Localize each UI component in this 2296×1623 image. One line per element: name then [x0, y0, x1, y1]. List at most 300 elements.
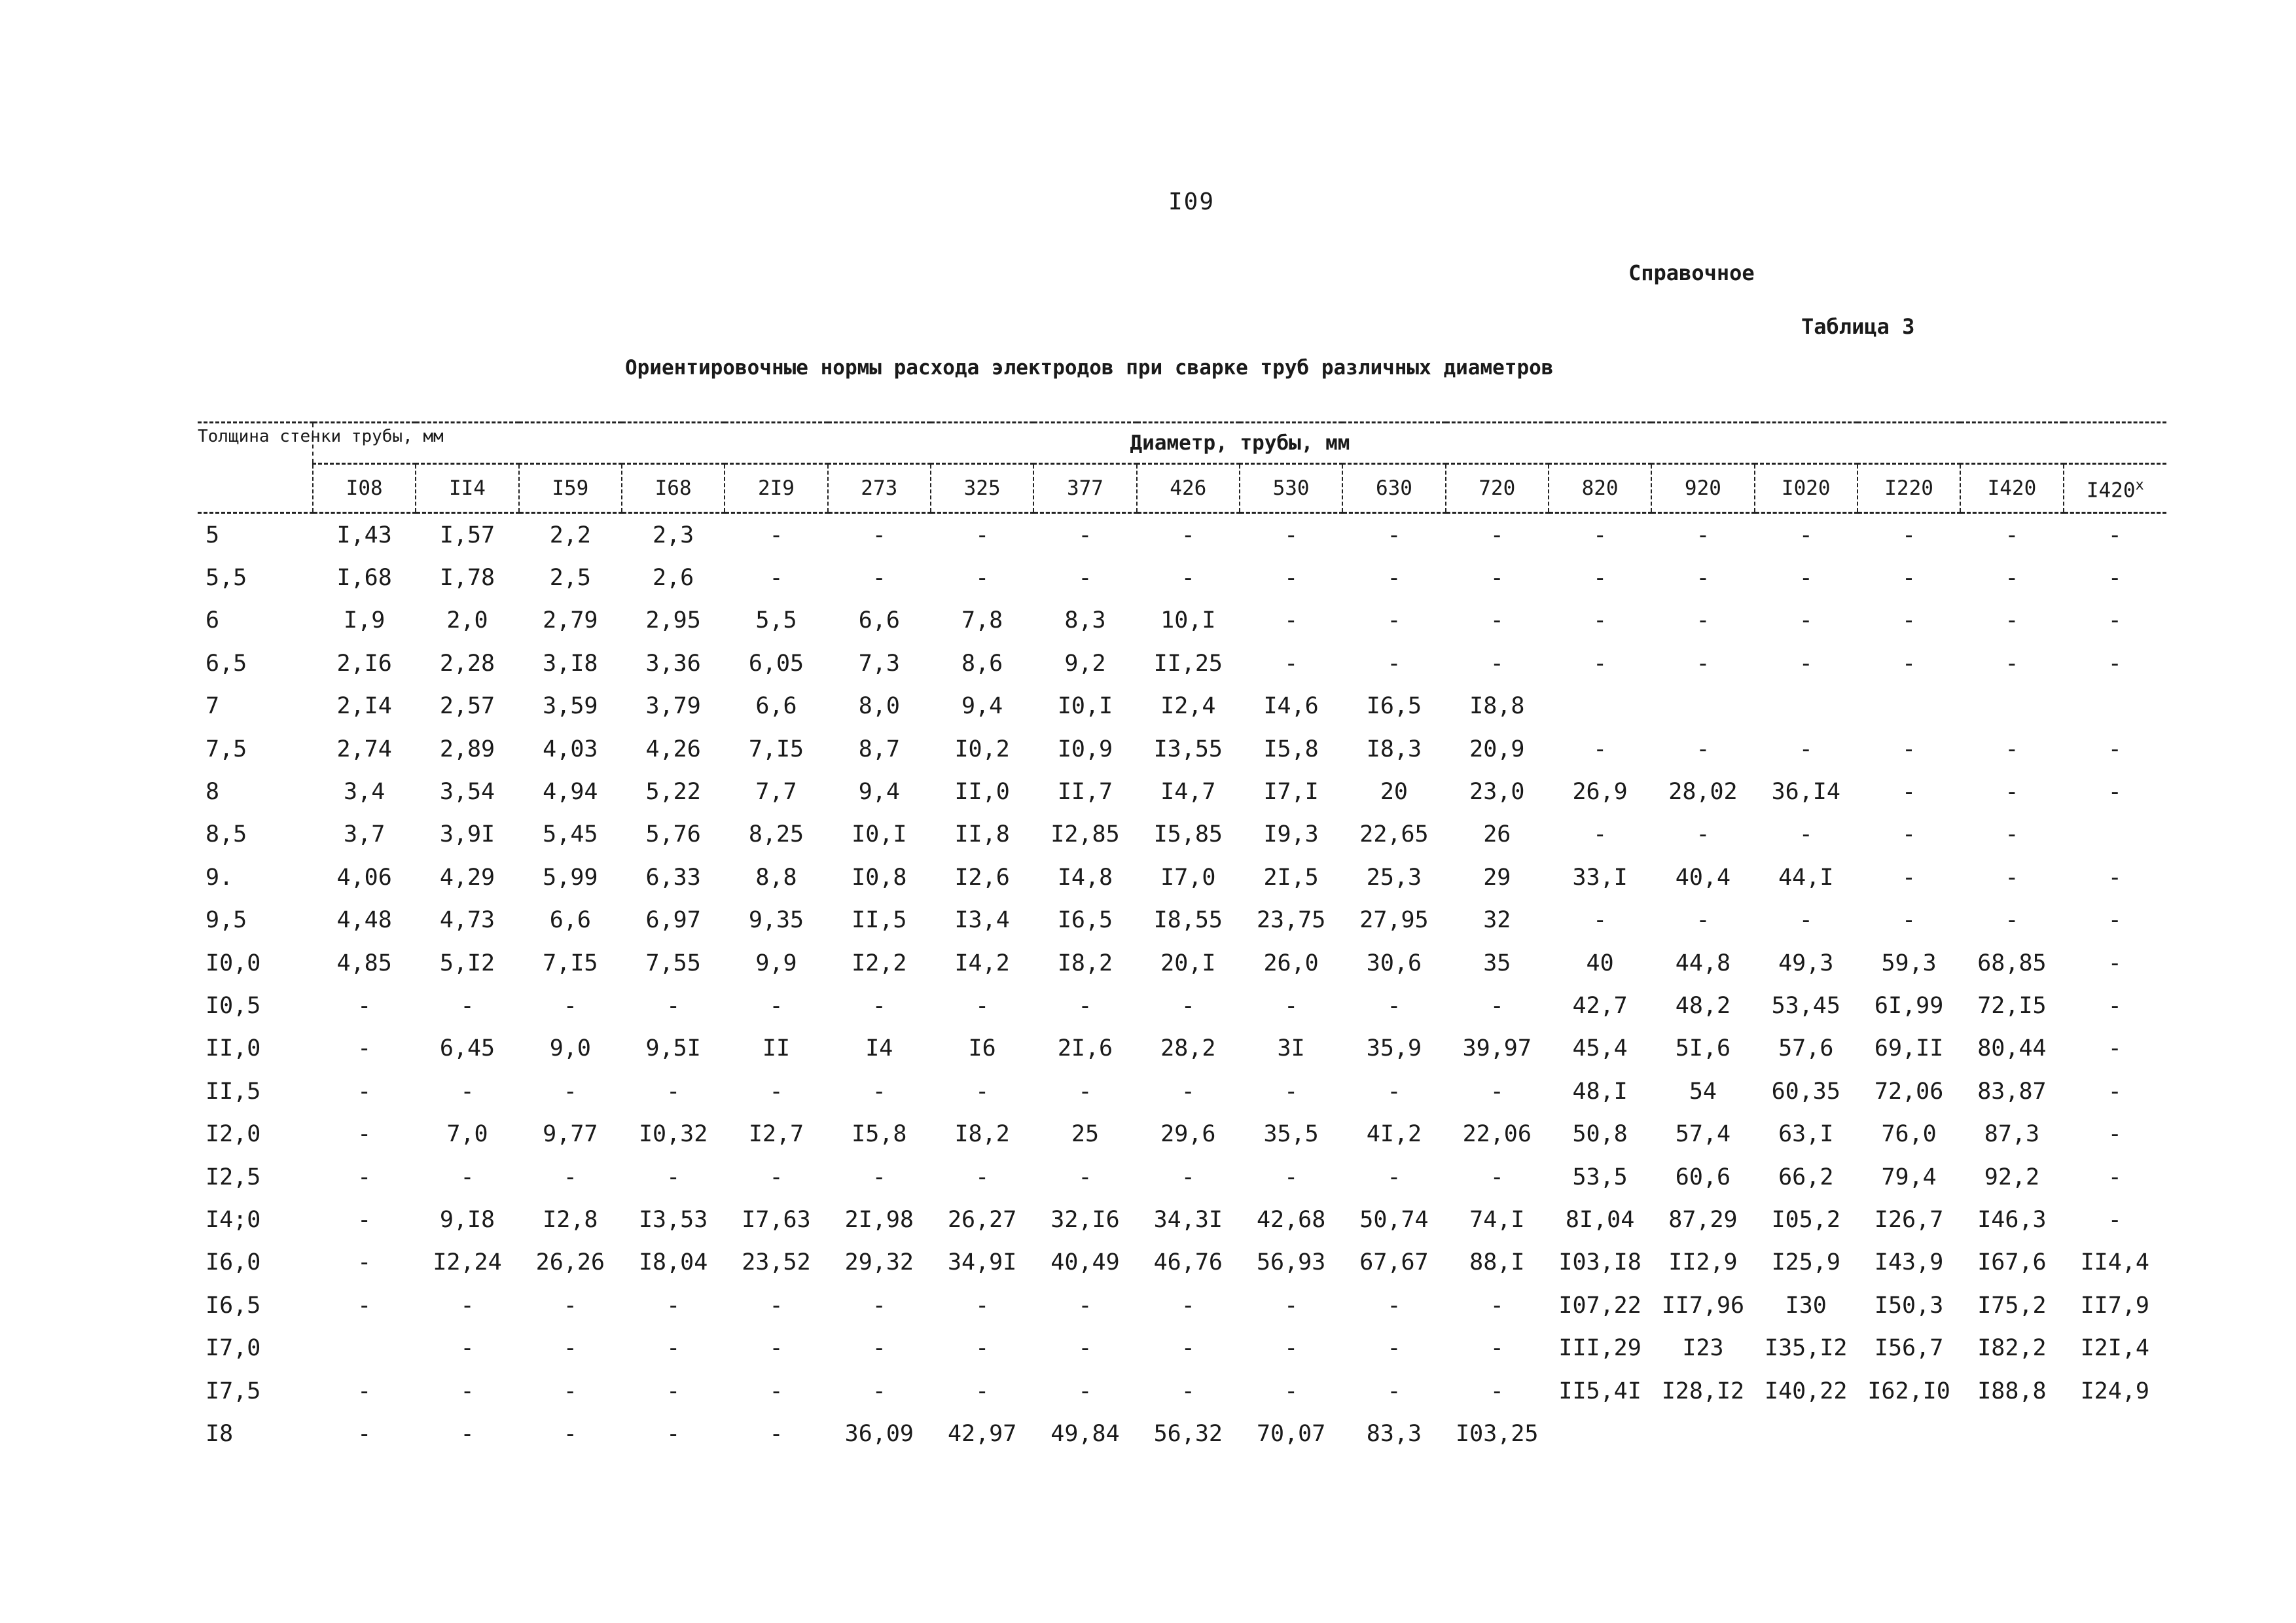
diameter-header-cell: I020	[1755, 464, 1857, 513]
norm-value-cell: 66,2	[1778, 1164, 1834, 1190]
norm-value-cell: 3,59	[543, 693, 598, 720]
table-row	[198, 856, 2166, 899]
norm-value-cell: 36,I4	[1771, 779, 1840, 806]
norm-value-cell: II,8	[954, 821, 1010, 848]
norm-value-cell: -	[1490, 565, 1504, 592]
norm-value-cell: 33,I	[1572, 864, 1628, 891]
norm-value-cell: -	[1078, 1378, 1092, 1404]
diameter-header-cell: II4	[416, 464, 518, 513]
norm-value-cell: -	[2005, 821, 2019, 848]
diameter-header-cell: 820	[1549, 464, 1651, 513]
norm-value-cell: I07,22	[1558, 1292, 1641, 1319]
norm-value-cell: II,7	[1057, 779, 1113, 806]
norm-value-cell: II,0	[954, 779, 1010, 806]
diameter-header-cell: 720	[1446, 464, 1549, 513]
norm-value-cell: 29	[1483, 864, 1511, 891]
norm-value-cell: -	[1902, 907, 1916, 934]
norm-value-cell: 10,I	[1160, 607, 1216, 634]
norm-value-cell: I56,7	[1874, 1335, 1944, 1362]
norm-value-cell: 79,4	[1881, 1164, 1937, 1190]
norm-value-cell: 72,06	[1874, 1078, 1944, 1105]
norm-value-cell: -	[1284, 1164, 1299, 1190]
table-body	[198, 513, 2166, 1455]
norm-value-cell: I7,63	[742, 1206, 811, 1233]
diameter-header-cell: I08	[313, 464, 416, 513]
norm-value-cell: -	[1181, 522, 1195, 548]
norm-value-cell: -	[2005, 736, 2019, 762]
norm-value-cell: -	[2005, 522, 2019, 548]
norm-value-cell: 6I,99	[1874, 992, 1944, 1019]
norm-value-cell: -	[2108, 522, 2122, 548]
diameter-header-cell: 426	[1137, 464, 1240, 513]
norm-value-cell: -	[1387, 992, 1401, 1019]
norm-value-cell: 7,55	[645, 950, 701, 976]
norm-value-cell: II7,9	[2080, 1292, 2149, 1319]
norm-value-cell: -	[1078, 1164, 1092, 1190]
norm-value-cell: -	[769, 565, 783, 592]
norm-value-cell: 45,4	[1572, 1035, 1628, 1062]
norm-value-cell: -	[1593, 907, 1607, 934]
norm-value-cell: -	[2005, 607, 2019, 634]
norm-value-cell: -	[1387, 1164, 1401, 1190]
norm-value-cell: 57,4	[1675, 1121, 1731, 1148]
norm-value-cell: 44,8	[1675, 950, 1731, 976]
norm-value-cell: 3I	[1277, 1035, 1305, 1062]
norm-value-cell: 8I,04	[1565, 1206, 1635, 1233]
norm-value-cell: -	[357, 1378, 372, 1404]
norm-value-cell: I6	[968, 1035, 996, 1062]
norm-value-cell: 6,97	[645, 907, 701, 934]
norm-value-cell: -	[1078, 1292, 1092, 1319]
norm-value-cell: -	[2005, 907, 2019, 934]
norm-value-cell: -	[872, 992, 886, 1019]
norm-value-cell: 3,36	[645, 650, 701, 677]
norm-value-cell: -	[769, 1335, 783, 1362]
norm-value-cell: -	[1490, 1335, 1504, 1362]
norm-value-cell: -	[460, 1378, 475, 1404]
norm-value-cell	[1651, 1412, 1754, 1455]
norm-value-cell: 74,I	[1469, 1206, 1525, 1233]
norm-value-cell: -	[1902, 607, 1916, 634]
norm-value-cell: -	[1696, 607, 1710, 634]
norm-value-cell: I2I,4	[2080, 1335, 2149, 1362]
norm-value-cell: -	[872, 1164, 886, 1190]
diameter-header-cell: I220	[1857, 464, 1960, 513]
norm-value-cell: -	[666, 1335, 681, 1362]
diameter-header-cell: I68	[622, 464, 725, 513]
table-row	[198, 1113, 2166, 1155]
table-title: Ориентировочные нормы расхода электродов при сварке труб различных диаметров	[625, 356, 1554, 380]
table-row	[198, 1027, 2166, 1070]
norm-value-cell: -	[2108, 1206, 2122, 1233]
table-row	[198, 1156, 2166, 1198]
norm-value-cell: -	[1284, 650, 1299, 677]
norm-value-cell: -	[2005, 779, 2019, 806]
norm-value-cell: 2,I4	[336, 693, 392, 720]
norm-value-cell: 2,5	[549, 565, 591, 592]
norm-value-cell: I2,2	[852, 950, 907, 976]
norm-value-cell: 3,54	[439, 779, 495, 806]
norm-value-cell: 9,4	[961, 693, 1003, 720]
norm-value-cell: -	[357, 1078, 372, 1105]
norm-value-cell: I6,5	[1366, 693, 1422, 720]
norm-value-cell: I7,I	[1263, 779, 1319, 806]
norm-value-cell: I3,53	[638, 1206, 708, 1233]
norm-value-cell: -	[460, 1335, 475, 1362]
norm-value-cell: 83,3	[1366, 1420, 1422, 1447]
table-row	[198, 642, 2166, 685]
norm-value-cell: 9,5I	[645, 1035, 701, 1062]
norm-value-cell: -	[1490, 522, 1504, 548]
norm-value-cell: -	[1078, 1078, 1092, 1105]
norm-value-cell	[2064, 813, 2166, 856]
norm-value-cell: I0,8	[852, 864, 907, 891]
norm-value-cell: -	[357, 1035, 372, 1062]
norm-value-cell: -	[1284, 522, 1299, 548]
norm-value-cell: 42,97	[947, 1420, 1017, 1447]
wall-thickness-cell: I0,5	[206, 992, 261, 1019]
diameter-header-cell: 325	[931, 464, 1033, 513]
norm-value-cell: -	[2005, 864, 2019, 891]
norm-value-cell: -	[872, 565, 886, 592]
norm-value-cell: 9,9	[755, 950, 797, 976]
diameter-header-row	[198, 464, 2166, 513]
norm-value-cell: 2I,5	[1263, 864, 1319, 891]
norm-value-cell: -	[563, 1164, 577, 1190]
norm-value-cell: I8,55	[1153, 907, 1223, 934]
norm-value-cell: 3,7	[344, 821, 386, 848]
norm-value-cell: -	[2108, 992, 2122, 1019]
norm-value-cell: -	[2108, 650, 2122, 677]
diameter-header-cell: 2I9	[725, 464, 827, 513]
wall-thickness-cell: 8,5	[206, 821, 247, 848]
norm-value-cell: 60,6	[1675, 1164, 1731, 1190]
norm-value-cell: I5,85	[1153, 821, 1223, 848]
norm-value-cell: 87,29	[1668, 1206, 1738, 1233]
norm-value-cell: I62,I0	[1867, 1378, 1950, 1404]
electrode-norms-table-container	[198, 421, 2166, 1455]
norm-value-cell: 3,4	[344, 779, 386, 806]
norm-value-cell: I,78	[439, 565, 495, 592]
norm-value-cell: -	[1078, 522, 1092, 548]
norm-value-cell: I2,4	[1160, 693, 1216, 720]
norm-value-cell: 3,79	[645, 693, 701, 720]
norm-value-cell: 4,94	[543, 779, 598, 806]
wall-thickness-cell: I2,5	[206, 1164, 261, 1190]
norm-value-cell: 2,57	[439, 693, 495, 720]
norm-value-cell: -	[1799, 565, 1813, 592]
norm-value-cell: -	[769, 522, 783, 548]
table-row	[198, 1070, 2166, 1113]
norm-value-cell: 92,2	[1984, 1164, 2040, 1190]
norm-value-cell: -	[1490, 1078, 1504, 1105]
norm-value-cell: 26,0	[1263, 950, 1319, 976]
diameter-header-cell: 920	[1651, 464, 1754, 513]
norm-value-cell: -	[666, 1078, 681, 1105]
norm-value-cell: -	[975, 1078, 990, 1105]
wall-thickness-cell: I8	[206, 1420, 234, 1447]
norm-value-cell: 23,52	[742, 1249, 811, 1276]
norm-value-cell: 4,48	[336, 907, 392, 934]
norm-value-cell: 2,6	[653, 565, 694, 592]
norm-value-cell: -	[1284, 1335, 1299, 1362]
norm-value-cell: 23,75	[1256, 907, 1326, 934]
norm-value-cell: -	[1902, 821, 1916, 848]
norm-value-cell: -	[666, 1420, 681, 1447]
wall-thickness-cell: I4;0	[206, 1206, 261, 1233]
norm-value-cell: -	[1387, 1292, 1401, 1319]
norm-value-cell: 8,0	[858, 693, 900, 720]
norm-value-cell: 27,95	[1359, 907, 1429, 934]
norm-value-cell: 6,6	[858, 607, 900, 634]
norm-value-cell: I28,I2	[1661, 1378, 1745, 1404]
norm-value-cell: II,5	[852, 907, 907, 934]
norm-value-cell: 4I,2	[1366, 1121, 1422, 1148]
norm-value-cell: -	[1593, 650, 1607, 677]
norm-value-cell: 26,26	[535, 1249, 605, 1276]
norm-value-cell: 30,6	[1366, 950, 1422, 976]
norm-value-cell: 2,95	[645, 607, 701, 634]
norm-value-cell	[1857, 1412, 1960, 1455]
norm-value-cell: 32,I6	[1050, 1206, 1120, 1233]
norm-value-cell: I,68	[336, 565, 392, 592]
norm-value-cell: 6,05	[748, 650, 804, 677]
norm-value-cell: -	[975, 565, 990, 592]
norm-value-cell: 9,77	[543, 1121, 598, 1148]
norm-value-cell: -	[1387, 565, 1401, 592]
norm-value-cell: -	[975, 992, 990, 1019]
pipe-diameter-header: Диаметр, трубы, мм	[313, 423, 2166, 464]
norm-value-cell: -	[2108, 565, 2122, 592]
norm-value-cell: -	[872, 1335, 886, 1362]
wall-thickness-cell: I7,0	[206, 1335, 261, 1362]
norm-value-cell: I50,3	[1874, 1292, 1944, 1319]
norm-value-cell: 3,9I	[439, 821, 495, 848]
norm-value-cell: I8,3	[1366, 736, 1422, 762]
norm-value-cell: 50,74	[1359, 1206, 1429, 1233]
norm-value-cell: -	[1181, 565, 1195, 592]
norm-value-cell: 6,33	[645, 864, 701, 891]
norm-value-cell: -	[872, 1292, 886, 1319]
norm-value-cell: 5,22	[645, 779, 701, 806]
norm-value-cell: I40,22	[1765, 1378, 1848, 1404]
norm-value-cell: 4,73	[439, 907, 495, 934]
norm-value-cell: 6,6	[755, 693, 797, 720]
norm-value-cell: -	[1799, 907, 1813, 934]
norm-value-cell: 39,97	[1462, 1035, 1532, 1062]
norm-value-cell: 25	[1071, 1121, 1100, 1148]
norm-value-cell: 5I,6	[1675, 1035, 1731, 1062]
norm-value-cell	[1960, 685, 2063, 728]
norm-value-cell: -	[563, 1378, 577, 1404]
norm-value-cell: I2,6	[954, 864, 1010, 891]
wall-thickness-cell: 6,5	[206, 650, 247, 677]
diameter-header-cell: I420$^x$	[2064, 464, 2166, 513]
norm-value-cell: 25,3	[1366, 864, 1422, 891]
norm-value-cell: 20,9	[1469, 736, 1525, 762]
norm-value-cell: -	[1490, 1164, 1504, 1190]
norm-value-cell: 28,02	[1668, 779, 1738, 806]
norm-value-cell: 44,I	[1778, 864, 1834, 891]
norm-value-cell: -	[1387, 1335, 1401, 1362]
norm-value-cell	[1549, 1412, 1651, 1455]
table-row	[198, 728, 2166, 770]
norm-value-cell	[1651, 685, 1754, 728]
norm-value-cell: I7,0	[1160, 864, 1216, 891]
norm-value-cell: 9,I8	[439, 1206, 495, 1233]
norm-value-cell: I23	[1682, 1335, 1724, 1362]
norm-value-cell: I8,2	[954, 1121, 1010, 1148]
norm-value-cell: 7,0	[446, 1121, 488, 1148]
norm-value-cell: -	[2108, 607, 2122, 634]
norm-value-cell: -	[357, 1121, 372, 1148]
norm-value-cell: -	[563, 1335, 577, 1362]
norm-value-cell: I4,7	[1160, 779, 1216, 806]
norm-value-cell: II	[762, 1035, 791, 1062]
norm-value-cell: -	[975, 1292, 990, 1319]
norm-value-cell: 6,6	[549, 907, 591, 934]
table-row	[198, 1370, 2166, 1412]
wall-thickness-cell: 5	[206, 522, 220, 548]
norm-value-cell: 59,3	[1881, 950, 1937, 976]
norm-value-cell: II7,96	[1661, 1292, 1745, 1319]
norm-value-cell: -	[1490, 1378, 1504, 1404]
diameter-header-cell: 273	[828, 464, 931, 513]
norm-value-cell: 49,84	[1050, 1420, 1120, 1447]
norm-value-cell: 2,28	[439, 650, 495, 677]
norm-value-cell: I35,I2	[1765, 1335, 1848, 1362]
norm-value-cell: 2,89	[439, 736, 495, 762]
norm-value-cell: -	[1181, 1292, 1195, 1319]
norm-value-cell: 7,7	[755, 779, 797, 806]
norm-value-cell: 5,76	[645, 821, 701, 848]
norm-value-cell: -	[2108, 1121, 2122, 1148]
norm-value-cell: -	[2108, 1035, 2122, 1062]
norm-value-cell	[1755, 685, 1857, 728]
norm-value-cell: -	[1593, 821, 1607, 848]
norm-value-cell: -	[1902, 522, 1916, 548]
norm-value-cell: -	[1490, 607, 1504, 634]
norm-value-cell: 4,26	[645, 736, 701, 762]
norm-value-cell: 72,I5	[1977, 992, 2047, 1019]
norm-value-cell: 35,5	[1263, 1121, 1319, 1148]
norm-value-cell: -	[1799, 607, 1813, 634]
norm-value-cell: -	[1902, 779, 1916, 806]
norm-value-cell: 5,45	[543, 821, 598, 848]
norm-value-cell: 54	[1689, 1078, 1717, 1105]
norm-value-cell: -	[460, 1420, 475, 1447]
norm-value-cell: 69,II	[1874, 1035, 1944, 1062]
norm-value-cell: I03,I8	[1558, 1249, 1641, 1276]
norm-value-cell: I,43	[336, 522, 392, 548]
norm-value-cell: 35,9	[1366, 1035, 1422, 1062]
norm-value-cell: I82,2	[1977, 1335, 2047, 1362]
norm-value-cell: -	[1902, 864, 1916, 891]
norm-value-cell: -	[563, 1292, 577, 1319]
norm-value-cell: -	[1181, 1164, 1195, 1190]
table-row	[198, 770, 2166, 813]
norm-value-cell: -	[1284, 607, 1299, 634]
norm-value-cell: -	[1593, 736, 1607, 762]
wall-thickness-cell: II,5	[206, 1078, 261, 1105]
norm-value-cell: 8,8	[755, 864, 797, 891]
table-row	[198, 513, 2166, 557]
wall-thickness-cell: 9,5	[206, 907, 247, 934]
norm-value-cell: 4,29	[439, 864, 495, 891]
norm-value-cell	[1960, 1412, 2063, 1455]
norm-value-cell: -	[975, 1335, 990, 1362]
diameter-header-cell: 377	[1033, 464, 1136, 513]
norm-value-cell: 48,I	[1572, 1078, 1628, 1105]
norm-value-cell: -	[1799, 821, 1813, 848]
reference-label: Справочное	[1628, 260, 1755, 285]
norm-value-cell: 20	[1380, 779, 1408, 806]
table-row	[198, 599, 2166, 642]
norm-value-cell: I30	[1785, 1292, 1827, 1319]
norm-value-cell: 7,8	[961, 607, 1003, 634]
wall-thickness-header: Толщина стенки трубы, мм	[198, 423, 313, 513]
norm-value-cell: 5,I2	[439, 950, 495, 976]
norm-value-cell: 32	[1483, 907, 1511, 934]
table-row	[198, 1198, 2166, 1241]
table-row	[198, 556, 2166, 599]
wall-thickness-cell: 5,5	[206, 565, 247, 592]
norm-value-cell: -	[1490, 650, 1504, 677]
norm-value-cell: 5,5	[755, 607, 797, 634]
norm-value-cell: -	[1799, 522, 1813, 548]
norm-value-cell: 53,5	[1572, 1164, 1628, 1190]
wall-thickness-cell: I2,0	[206, 1121, 261, 1148]
norm-value-cell: I,9	[344, 607, 386, 634]
norm-value-cell: -	[357, 992, 372, 1019]
norm-value-cell: -	[1696, 522, 1710, 548]
norm-value-cell: -	[1387, 1078, 1401, 1105]
norm-value-cell: 40,49	[1050, 1249, 1120, 1276]
norm-value-cell: -	[460, 1078, 475, 1105]
norm-value-cell: -	[1696, 821, 1710, 848]
norm-value-cell: 40	[1586, 950, 1614, 976]
norm-value-cell: 20,I	[1160, 950, 1216, 976]
norm-value-cell: -	[872, 522, 886, 548]
norm-value-cell: 2,0	[446, 607, 488, 634]
norm-value-cell: 49,3	[1778, 950, 1834, 976]
norm-value-cell: I4,8	[1057, 864, 1113, 891]
electrode-norms-table	[198, 421, 2166, 1455]
norm-value-cell: I0,2	[954, 736, 1010, 762]
norm-value-cell: 22,06	[1462, 1121, 1532, 1148]
norm-value-cell: 83,87	[1977, 1078, 2047, 1105]
norm-value-cell: -	[872, 1378, 886, 1404]
norm-value-cell: I24,9	[2080, 1378, 2149, 1404]
norm-value-cell: I0,I	[852, 821, 907, 848]
norm-value-cell: 46,76	[1153, 1249, 1223, 1276]
norm-value-cell: 70,07	[1256, 1420, 1326, 1447]
wall-thickness-cell: 6	[206, 607, 220, 634]
norm-value-cell: I4,6	[1263, 693, 1319, 720]
norm-value-cell: I25,9	[1771, 1249, 1840, 1276]
norm-value-cell: 4,03	[543, 736, 598, 762]
norm-value-cell: 53,45	[1771, 992, 1840, 1019]
norm-value-cell: I67,6	[1977, 1249, 2047, 1276]
norm-value-cell: -	[1387, 650, 1401, 677]
diameter-header-cell: I59	[519, 464, 622, 513]
norm-value-cell: -	[1284, 565, 1299, 592]
norm-value-cell: -	[2108, 1078, 2122, 1105]
norm-value-cell: -	[460, 1292, 475, 1319]
norm-value-cell: -	[563, 1420, 577, 1447]
norm-value-cell: -	[2108, 950, 2122, 976]
norm-value-cell: 56,32	[1153, 1420, 1223, 1447]
